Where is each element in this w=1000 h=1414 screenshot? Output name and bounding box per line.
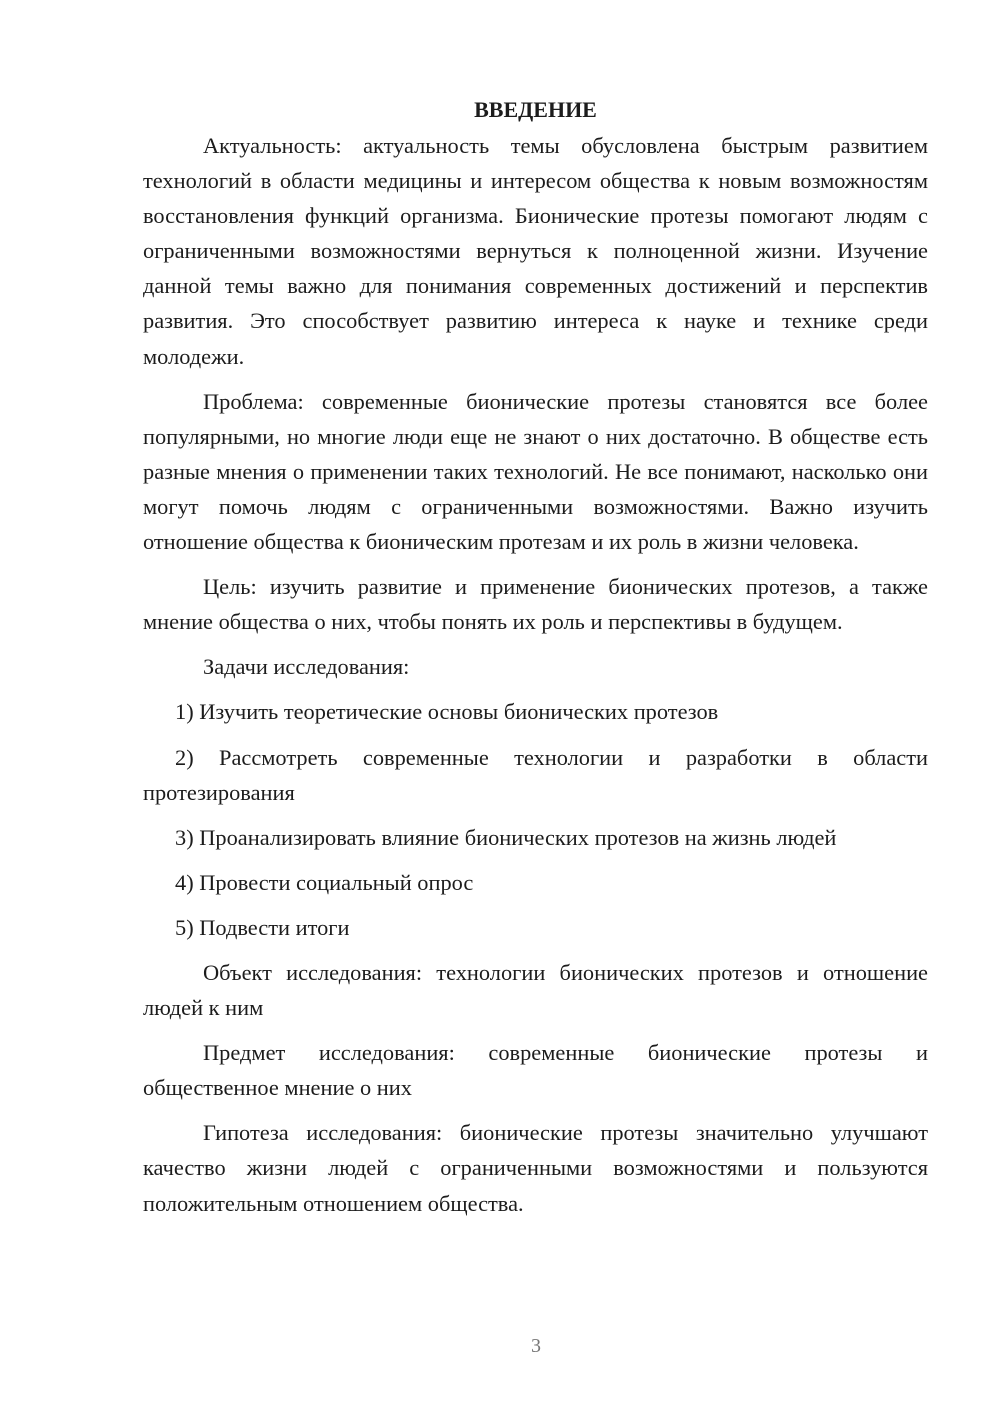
task-item-3: 3) Проанализировать влияние бионических протезов на жизнь людей bbox=[175, 824, 837, 850]
relevance-paragraph: Актуальность: актуальность темы обусловлена быстрым развитием технологий в области медицины и интересом общества к новым возможностям восстановления функций организма. Бионические протезы помогают людям с ограниченными возможностями вернуться к полноценной жизни. Изучение данной темы важно для понимания современных достижений и перспектив развития. Это способствует развитию интереса к науке и технике среди молодежи. bbox=[143, 133, 928, 369]
task-item-5: 5) Подвести итоги bbox=[175, 914, 350, 940]
document-page bbox=[143, 92, 928, 1221]
task-item-4: 4) Провести социальный опрос bbox=[175, 869, 474, 895]
goal-paragraph: Цель: изучить развитие и применение бионических протезов, а также мнение общества о них, чтобы понять их роль и перспективы в будущем. bbox=[143, 574, 928, 635]
subject-paragraph: Предмет исследования: современные бионические протезы и общественное мнение о них bbox=[143, 1040, 928, 1101]
task-item-1: 1) Изучить теоретические основы бионических протезов bbox=[175, 699, 719, 725]
page-title: ВВЕДЕНИЕ bbox=[474, 97, 597, 122]
tasks-heading: Задачи исследования: bbox=[203, 654, 410, 680]
page-number: 3 bbox=[531, 1335, 541, 1357]
object-paragraph: Объект исследования: технологии бионических протезов и отношение людей к ним bbox=[143, 959, 928, 1021]
hypothesis-paragraph: Гипотеза исследования: бионические протезы значительно улучшают качество жизни людей с ограниченными возможностями и пользуются положительным отношением общества. bbox=[143, 1120, 928, 1216]
problem-paragraph: Проблема: современные бионические протезы становятся все более популярными, но многие люди еще не знают о них достаточно. В обществе есть разные мнения о применении таких технологий. Не все понимают, насколько они могут помочь людям с ограниченными возможностями. Важно изучить отношение общества к бионическим протезам и их роль в жизни человека. bbox=[143, 388, 928, 555]
task-item-2: 2) Рассмотреть современные технологии и разработки в области протезирования bbox=[143, 744, 928, 805]
tasks-list bbox=[143, 694, 928, 945]
